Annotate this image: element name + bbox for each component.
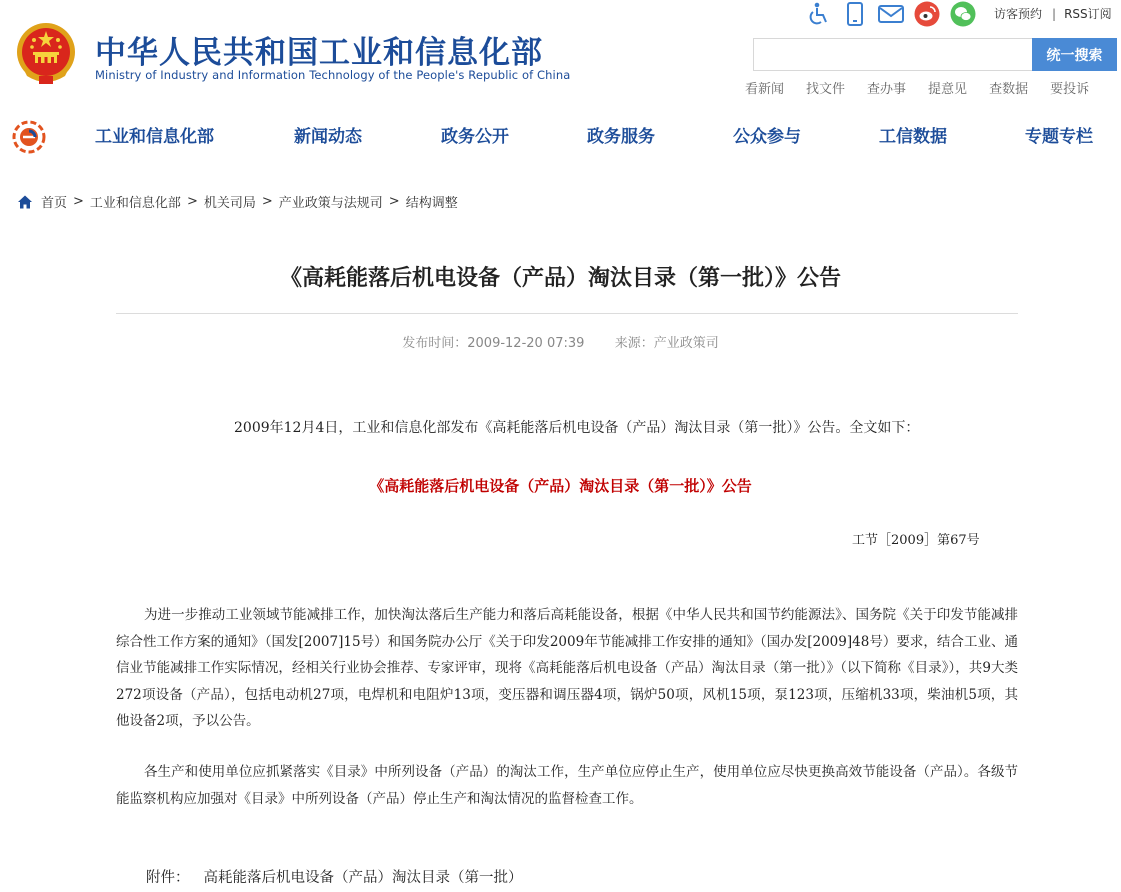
top-links-separator: | [1052,6,1057,21]
main-nav [0,105,1121,163]
nav-item-gov-services[interactable]: 政务服务 [587,127,655,147]
site-title[interactable]: 中华人民共和国工业和信息化部 [95,35,543,71]
site-header [0,0,1121,100]
announcement-title: 《高耗能落后机电设备（产品）淘汰目录（第一批）》公告 [369,477,752,495]
ministry-logo-icon[interactable] [12,120,46,154]
top-icon-bar [806,0,986,28]
publish-time-label: 发布时间： [402,336,468,351]
quick-link-files[interactable]: 找文件 [806,82,846,97]
breadcrumb-restructuring[interactable]: 结构调整 [405,196,458,211]
article-intro: 2009年12月4日，工业和信息化部发布《高耗能落后机电设备（产品）淘汰目录（第一批）》公告。全文如下： [234,420,920,436]
site-subtitle: Ministry of Industry and Information Technology of the People's Republic of China [95,68,571,82]
search-box [753,38,1117,71]
breadcrumb-separator: > [73,194,84,209]
breadcrumb-home[interactable]: 首页 [41,196,68,211]
search-button[interactable]: 统一搜索 [1032,38,1117,71]
article-paragraph-1: 为进一步推动工业领域节能减排工作，加快淘汰落后生产能力和落后高耗能设备，根据《中华人民共和国节约能源法》、国务院《关于印发节能减排综合性工作方案的通知》（国发[2007]15号）和国务院办公厅《关于印发2009年节能减排工作安排的通知》（国办发[2009]48号）要求，结合工业、通信业节能减排工作实际情况，经相关行业协会推荐、专家评审，现将《高耗能落后机电设备（产品）淘汰目录（第一批）》（以下简称《目录》），共9大类272项设备（产品），包括电动机27项，电焊机和电阻炉13项，变压器和调压器4项，锅炉50项，风机15项，泵123项，压缩机33项，柴油机5项，其他设备2项，予以公告。 [116,607,1018,729]
quick-link-data[interactable]: 查数据 [989,82,1029,97]
nav-item-ministry[interactable]: 工业和信息化部 [95,127,214,147]
breadcrumb [17,192,458,211]
attachment-label: 附件： [146,870,190,886]
attachment [146,866,523,887]
quick-link-complaint[interactable]: 要投诉 [1050,82,1090,97]
breadcrumb-departments[interactable]: 机关司局 [203,196,256,211]
nav-item-public-participation[interactable]: 公众参与 [733,127,801,147]
article-paragraph-2: 各生产和使用单位应抓紧落实《目录》中所列设备（产品）的淘汰工作，生产单位应停止生产，使用单位应尽快更换高效节能设备（产品）。各级节能监察机构应加强对《目录》中所列设备（产品）停止生产和淘汰情况的监督检查工作。 [116,764,1018,807]
national-emblem-icon[interactable] [15,22,77,86]
article-title: 《高耗能落后机电设备（产品）淘汰目录（第一批）》公告 [279,266,841,291]
top-links [994,5,1112,22]
source: 产业政策司 [653,336,719,351]
quick-link-feedback[interactable]: 提意见 [928,82,968,97]
wechat-icon[interactable] [950,1,976,27]
email-icon[interactable] [878,1,904,27]
nav-item-special-topics[interactable]: 专题专栏 [1025,127,1093,147]
quick-links [745,78,1089,97]
breadcrumb-policy-dept[interactable]: 产业政策与法规司 [278,196,383,211]
breadcrumb-separator: > [388,194,400,209]
publish-time: 2009-12-20 07:39 [467,336,585,351]
quick-link-services[interactable]: 查办事 [867,82,907,97]
mobile-icon[interactable] [842,1,868,27]
breadcrumb-ministry[interactable]: 工业和信息化部 [89,196,181,211]
search-input[interactable] [754,39,1032,70]
weibo-icon[interactable] [914,1,940,27]
breadcrumb-separator: > [261,194,273,209]
nav-item-gov-affairs[interactable]: 政务公开 [441,127,509,147]
visitor-appointment-link[interactable]: 访客预约 [994,7,1043,21]
quick-link-news[interactable]: 看新闻 [745,82,785,97]
breadcrumb-separator: > [186,194,198,209]
attachment-link[interactable]: 高耗能落后机电设备（产品）淘汰目录（第一批） [203,870,523,886]
rss-link[interactable]: RSS订阅 [1064,7,1112,21]
nav-item-data[interactable]: 工信数据 [879,127,947,147]
article-meta [0,332,1121,351]
document-number: 工节［2009］第67号 [852,533,980,548]
accessibility-icon[interactable] [806,1,832,27]
home-icon[interactable] [17,194,33,210]
nav-item-news[interactable]: 新闻动态 [294,127,362,147]
source-label: 来源： [614,336,654,351]
article-divider [116,313,1018,314]
